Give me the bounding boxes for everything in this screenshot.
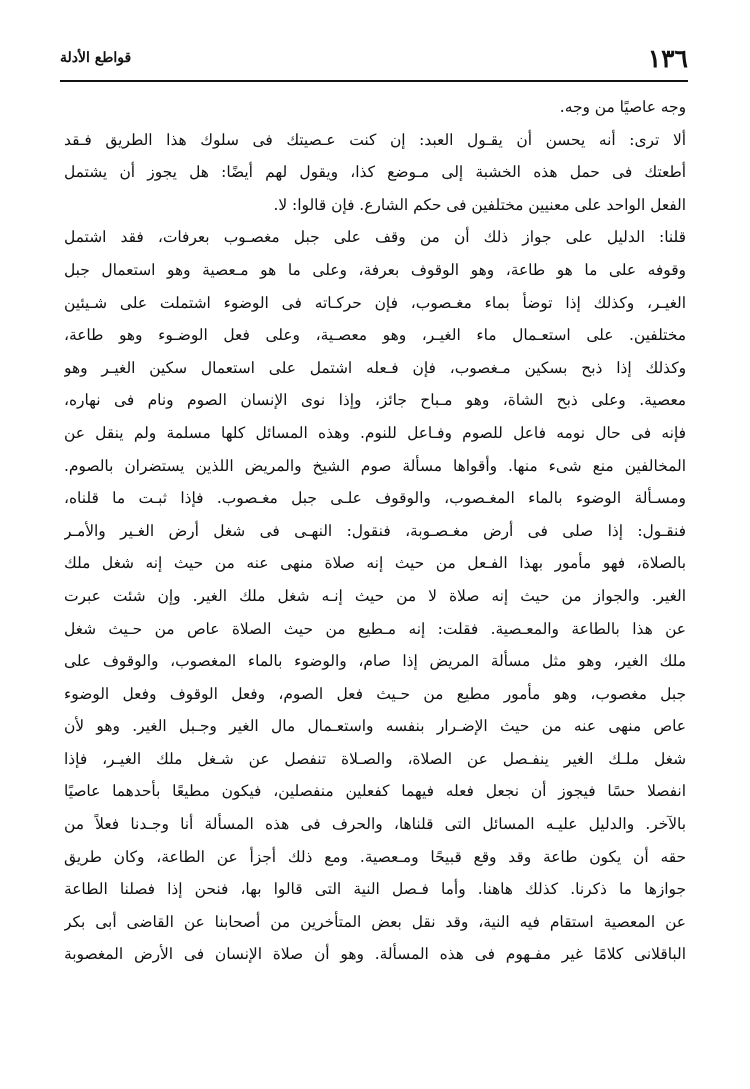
text-line: الغير. والجواز من حيث إنه صلاة لا من حيث إنـه شغل ملك الغير. وإن شئت عبرت bbox=[64, 586, 686, 605]
text-line: مختلفين. على استعـمال ماء الغيـر، وهو معصـية، وعلى فعل الوضـوء وهو طاعة، bbox=[64, 326, 686, 345]
text-line: بالآخر. والدليل عليـه المسائل التى قلناها، والحرف فى هذه المسألة أنا وجـدنا فعلاً من bbox=[64, 815, 686, 834]
text-line: ومسـألة الوضوء بالماء المغـصوب، والوقوف علـى جبل مغـصوب. فإذا ثبـت ما قلناه، bbox=[64, 489, 686, 508]
text-line: حقه أن يكون طاعة وقد وقع قبيحًا ومـعصية. ومع ذلك أجزأ عن الطاعة، وكان طريق bbox=[64, 847, 686, 866]
text-line: وقوفه على ما هو طاعة، وهو الوقوف بعرفة، وعلى ما هو مـعصية وهو استعمال جبل bbox=[64, 260, 686, 279]
text-line: الفعل الواحد على معنيين مختلفين فى حكم الشارع. فإن قالوا: لا. bbox=[273, 195, 686, 214]
text-line: المخالفين منع شىء منها. وأقواها مسألة صوم الشيخ والمريض اللذين يستضران بالصوم. bbox=[64, 456, 686, 475]
text-line: ألا ترى: أنه يحسن أن يقـول العبد: إن كنت عـصيتك فى سلوك هذا الطريق فـقد bbox=[64, 130, 686, 149]
text-line: فنقـول: إذا صلى فى أرض مغـصـوبة، فنقول: النهـى فى شغل أرض الغـير والأمـر bbox=[64, 521, 686, 540]
page-number: ١٣٦ bbox=[647, 44, 688, 73]
text-line: معصية. وعلى ذبح الشاة، وهو مـباح جائز، وإذا نوى الإنسان الصوم ونام فى نهاره، bbox=[64, 391, 686, 410]
text-line: أطعتك فى حمل هذه الخشبة إلى مـوضع كذا، ويقول لهم أيضًا: هل يجوز أن يشتمل bbox=[64, 163, 686, 182]
text-line: عن هذا بالطاعة والمعـصية. فقلت: إنه مـطيع من حيث الصلاة عاص من حـيث شغل bbox=[64, 619, 686, 638]
text-line: انفصلا حسًا فيجوز أن نجعل فعله فيهما كفعلين منفصلين، فيكون مطيعًا بأحدهما عاصيًا bbox=[64, 782, 686, 801]
text-line: جوازها ما ذكرنا. كذلك هاهنا. وأما فـصل النية التى قالوا بها، فنحن إذا فصلنا الطاعة bbox=[64, 880, 686, 899]
text-line: عاص منهى عنه من حيث الإضـرار بنفسه واستعـمال مال الغير وجـبل الغير. وهو لأن bbox=[64, 717, 686, 736]
text-line: قلنا: الدليل على جواز ذلك أن من وقف على جبل مغصـوب بعرفات، فقد اشتمل bbox=[64, 228, 686, 247]
text-line: شغل ملـك الغير ينفـصل عن الصلاة، والصـلاة تنفصل عن شـغل ملك الغيـر، فإذا bbox=[64, 749, 686, 768]
running-title: قواطع الأدلة bbox=[60, 50, 132, 66]
text-line: الغيـر، وكذلك إذا توضأ بماء مغـصوب، فإن حركـاته فى الوضوء اشتملت على شـيئين bbox=[64, 293, 686, 312]
text-line: فإنه فى حال نومه فاعل للصوم وفـاعل للنوم. وهذه المسائل كلها مسلمة ولم ينقل عن bbox=[64, 423, 686, 442]
text-line: ملك الغير، وهو مثل مسألة المريض إذا صام، والوضوء بالماء المغصوب، والوقوف على bbox=[64, 652, 686, 671]
header-rule bbox=[60, 80, 688, 82]
text-line: وكذلك إذا ذبح بسكين مـغصوب، فإن فـعله اشتمل على استعمال سكين الغيـر وهو bbox=[64, 358, 686, 377]
body-text bbox=[64, 91, 686, 971]
text-line: عن المعصية استقام فيه النية، وقد نقل بعض المتأخرين من أصحابنا عن القاضى أبى بكر bbox=[64, 912, 686, 931]
text-line: الباقلانى كلامًا غير مفـهوم فى هذه المسألة. وهو أن صلاة الإنسان فى الأرض المغصوبة bbox=[64, 945, 686, 964]
text-line: جبل مغصوب، وهو مأمور مطيع من حـيث فعل الصوم، وفعل الوقوف وفعل الوضوء bbox=[64, 684, 686, 703]
text-line: وجه عاصيًا من وجه. bbox=[559, 98, 686, 116]
text-line: بالصلاة، فهو مأمور بهذا الفـعل من حيث إنه صلاة منهى عنه من حيث إنه شغل ملك bbox=[64, 554, 686, 573]
page-header bbox=[60, 44, 688, 84]
